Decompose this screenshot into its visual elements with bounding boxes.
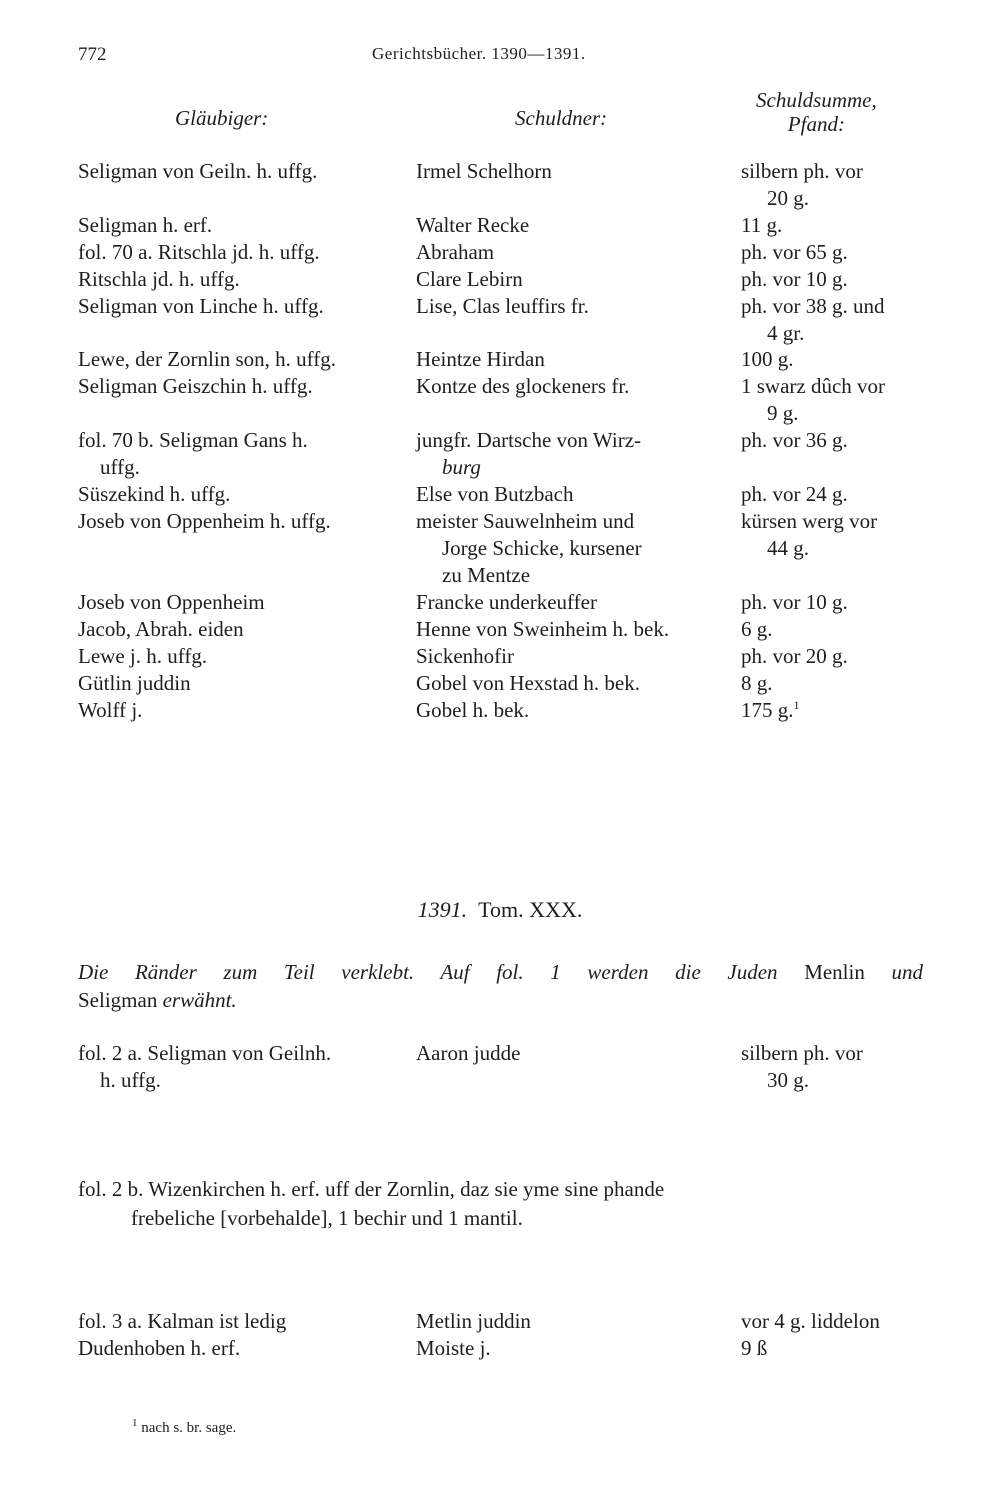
- sum-cell: ph. vor 65 g.: [741, 240, 848, 264]
- sum-cell-cont: 20 g.: [767, 186, 809, 210]
- creditor-cell: fol. 70 a. Ritschla jd. h. uffg.: [78, 240, 320, 264]
- debtor-cell: Clare Lebirn: [416, 267, 523, 291]
- sum-cell-cont: 44 g.: [767, 536, 809, 560]
- sum-cell: ph. vor 10 g.: [741, 590, 848, 614]
- creditor-cell: Dudenhoben h. erf.: [78, 1336, 241, 1360]
- creditor-cell: fol. 2 a. Seligman von Geilnh.: [78, 1041, 332, 1065]
- note-text: Die Ränder zum Teil verklebt. Auf fol. 1 werden die Juden: [78, 960, 778, 984]
- sum-cell: kürsen werg vor: [741, 509, 878, 533]
- footnote: [132, 1417, 237, 1437]
- sum-cell-cont: 30 g.: [767, 1068, 809, 1092]
- sum-cell: vor 4 g. liddelon: [741, 1309, 880, 1333]
- creditor-cell: Gütlin juddin: [78, 671, 191, 695]
- sum-cell: silbern ph. vor: [741, 159, 863, 183]
- note-name-seligman: Seligman: [78, 988, 158, 1012]
- debtor-cell: Lise, Clas leuffirs fr.: [416, 294, 589, 318]
- sum-cell: ph. vor 20 g.: [741, 644, 848, 668]
- column-header-debtor: Schuldner:: [515, 106, 608, 130]
- note-und: und: [891, 960, 923, 984]
- paragraph-line2: frebeliche [vorbehalde], 1 bechir und 1 mantil.: [131, 1206, 523, 1230]
- creditor-cell: Seligman Geiszchin h. uffg.: [78, 374, 313, 398]
- debtor-cell-cont: zu Mentze: [442, 563, 531, 587]
- creditor-cell: Wolff j.: [78, 698, 143, 722]
- section-year: 1391.: [417, 897, 468, 922]
- debtor-cell: Moiste j.: [416, 1336, 491, 1360]
- sum-cell: 100 g.: [741, 347, 794, 371]
- debtor-cell: Else von Butzbach: [416, 482, 574, 506]
- sum-cell: ph. vor 24 g.: [741, 482, 848, 506]
- sum-cell: ph. vor 10 g.: [741, 267, 848, 291]
- creditor-cell-cont: uffg.: [100, 455, 140, 479]
- creditor-cell: Joseb von Oppenheim: [78, 590, 265, 614]
- debtor-cell: Abraham: [416, 240, 495, 264]
- creditor-cell: Seligman h. erf.: [78, 213, 213, 237]
- debtor-cell: Metlin juddin: [416, 1309, 531, 1333]
- sum-value: 175 g.: [741, 698, 794, 722]
- debtor-cell: Gobel von Hexstad h. bek.: [416, 671, 640, 695]
- footnote-number: 1: [132, 1417, 138, 1429]
- column-header-sum: [756, 88, 877, 136]
- debtor-cell: Aaron judde: [416, 1041, 521, 1065]
- creditor-cell: Seligman von Geiln. h. uffg.: [78, 159, 318, 183]
- section-note: [78, 958, 923, 1014]
- paragraph-line1: fol. 2 b. Wizenkirchen h. erf. uff der Zornlin, daz sie yme sine phande: [78, 1177, 665, 1201]
- column-header-creditor: Gläubiger:: [175, 106, 269, 130]
- sum-cell: 11 g.: [741, 213, 783, 237]
- creditor-cell: fol. 70 b. Seligman Gans h.: [78, 428, 308, 452]
- sum-cell: 6 g.: [741, 617, 773, 641]
- sum-cell-cont: 9 g.: [767, 401, 799, 425]
- creditor-cell: Seligman von Linche h. uffg.: [78, 294, 324, 318]
- debtor-cell: jungfr. Dartsche von Wirz-: [416, 428, 642, 452]
- footnote-marker: 1: [793, 698, 800, 712]
- sum-cell: ph. vor 36 g.: [741, 428, 848, 452]
- sum-cell: silbern ph. vor: [741, 1041, 863, 1065]
- debtor-cell: Henne von Sweinheim h. bek.: [416, 617, 670, 641]
- debtor-cell: Gobel h. bek.: [416, 698, 530, 722]
- column-header-sum-line2: Pfand:: [787, 112, 845, 136]
- section-note-line1: [78, 958, 923, 986]
- paragraph-entry: [78, 1175, 923, 1233]
- creditor-cell-cont: h. uffg.: [100, 1068, 161, 1092]
- creditor-cell: Joseb von Oppenheim h. uffg.: [78, 509, 331, 533]
- debtor-cell-cont: burg: [442, 455, 481, 479]
- note-name-menlin: Menlin: [804, 960, 865, 984]
- page-number: 772: [78, 44, 107, 65]
- debtor-cell-cont: Jorge Schicke, kursener: [442, 536, 642, 560]
- column-header-sum-line1: Schuldsumme,: [756, 88, 877, 112]
- running-title: Gerichtsbücher. 1390—1391.: [372, 44, 586, 63]
- sum-cell: [741, 697, 926, 724]
- section-heading: [0, 897, 1000, 923]
- debtor-cell: Walter Recke: [416, 213, 530, 237]
- creditor-cell: fol. 3 a. Kalman ist ledig: [78, 1309, 287, 1333]
- note-end: erwähnt.: [162, 988, 237, 1012]
- debtor-cell: Sickenhofir: [416, 644, 514, 668]
- sum-cell: 1 swarz dûch vor: [741, 374, 886, 398]
- sum-cell: ph. vor 38 g. und: [741, 294, 885, 318]
- footnote-text: nach s. br. sage.: [141, 1420, 237, 1436]
- debtor-cell: meister Sauwelnheim und: [416, 509, 635, 533]
- section-note-line2: [78, 986, 923, 1014]
- sum-cell-cont: 4 gr.: [767, 321, 805, 345]
- creditor-cell: Ritschla jd. h. uffg.: [78, 267, 240, 291]
- section-title: Tom. XXX.: [478, 897, 583, 922]
- sum-cell: 9 ß: [741, 1336, 768, 1360]
- creditor-cell: Süszekind h. uffg.: [78, 482, 231, 506]
- creditor-cell: Lewe j. h. uffg.: [78, 644, 208, 668]
- creditor-cell: Jacob, Abrah. eiden: [78, 617, 244, 641]
- debtor-cell: Irmel Schelhorn: [416, 159, 552, 183]
- debtor-cell: Francke underkeuffer: [416, 590, 597, 614]
- sum-cell: 8 g.: [741, 671, 773, 695]
- debtor-cell: Heintze Hirdan: [416, 347, 545, 371]
- debtor-cell: Kontze des glockeners fr.: [416, 374, 630, 398]
- creditor-cell: Lewe, der Zornlin son, h. uffg.: [78, 347, 336, 371]
